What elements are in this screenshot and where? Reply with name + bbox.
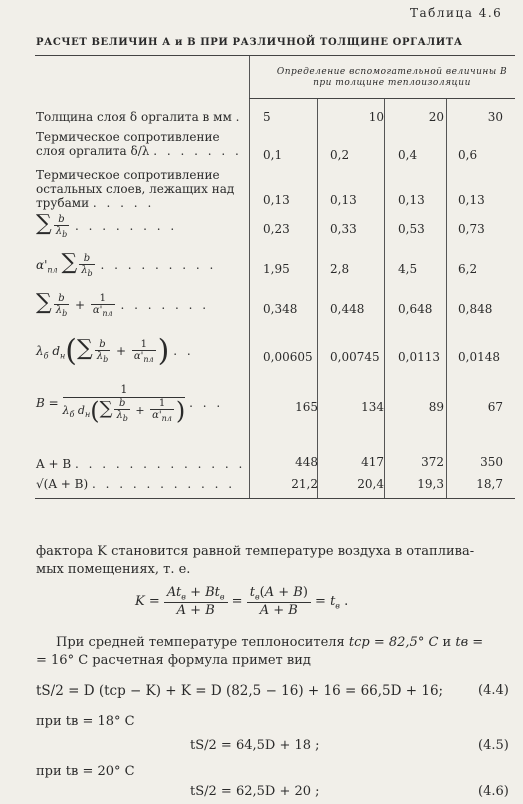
cell: 0,23: [263, 222, 290, 236]
row-thickness-label: Толщина слоя δ оргалита в мм .: [36, 110, 243, 124]
cell: 0,13: [398, 193, 425, 207]
cell: 0,13: [458, 193, 485, 207]
cell: 67: [487, 400, 503, 414]
cell: 6,2: [458, 262, 478, 276]
cell: 165: [295, 400, 318, 414]
header-rule: [249, 98, 515, 99]
cell: 4,5: [398, 262, 418, 276]
cell: 20,4: [357, 477, 384, 491]
cell: 0,0113: [398, 350, 440, 364]
cell: 448: [295, 455, 318, 469]
row-lambda-d-label: $\lambda_б$ $d_н(\sum$ $\frac{b}{\lambda_b}$ + $\frac{1}{\alpha'_{пл}}$ ) . .: [36, 333, 194, 369]
cell: 134: [361, 400, 384, 414]
col-divider-2: [317, 99, 318, 498]
paragraph-line: При средней температуре теплоносителя tср = 82,5° С и tв =: [56, 635, 484, 650]
cell: 0,4: [398, 148, 418, 162]
cell: 0,73: [458, 222, 485, 236]
table-bottom-rule: [35, 498, 515, 499]
row-sum-plus-label: ∑ $\frac{b}{\lambda_b}$ + $\frac{1}{\alpha'_{пл}}$ . . . . . . .: [36, 290, 210, 318]
t-v: tв =: [455, 635, 484, 650]
condition-18: при tв = 18° С: [36, 714, 135, 729]
cell: 0,448: [330, 302, 365, 316]
cell: 372: [421, 455, 444, 469]
cell: 0,13: [263, 193, 290, 207]
equation-k: K = $At_в + Bt_в$ A + B = $t_в(A + B)$ A + B = $t_в$ .: [135, 585, 349, 618]
row-alpha-sum-label: $\alpha'_{пл}$ ∑ $\frac{b}{\lambda_b}$ . . . . . . . . .: [36, 250, 217, 278]
paragraph-line: фактора K становится равной температуре воздуха в отаплива-: [36, 544, 475, 559]
cell: 0,848: [458, 302, 493, 316]
row-sqrt-label: √(A + B) . . . . . . . . . . .: [36, 477, 236, 491]
cell: 0,0148: [458, 350, 500, 364]
cell: 350: [480, 455, 503, 469]
cell: 0,00605: [263, 350, 313, 364]
equation-4-5: tS/2 = 64,5D + 18 ;: [190, 738, 320, 753]
equation-number: (4.6): [478, 784, 509, 799]
row-a-plus-b-label: A + B . . . . . . . . . . . . .: [36, 457, 246, 471]
cell: 0,648: [398, 302, 433, 316]
column-group-header: Определение вспомогательной величины В при толщине теплоизоляции: [276, 67, 508, 88]
cell: 19,3: [417, 477, 444, 491]
cell: 0,33: [330, 222, 357, 236]
cell: 89: [428, 400, 444, 414]
equation-4-4: tS/2 = D (tср − K) + K = D (82,5 − 16) + 16 = 66,5D + 16;: [36, 683, 444, 699]
equation-4-6: tS/2 = 62,5D + 20 ;: [190, 784, 320, 799]
cell: 1,95: [263, 262, 290, 276]
table-title: РАСЧЕТ ВЕЛИЧИН А и В ПРИ РАЗЛИЧНОЙ ТОЛЩИНЕ ОРГАЛИТА: [36, 37, 463, 48]
cell: 0,348: [263, 302, 298, 316]
cell: 0,2: [330, 148, 350, 162]
cell: 0,13: [330, 193, 357, 207]
cell: 21,2: [291, 477, 318, 491]
cell: 0,1: [263, 148, 283, 162]
equation-number: (4.5): [478, 738, 509, 753]
table-top-rule: [35, 55, 515, 56]
paragraph-line: = 16° С расчетная формула примет вид: [36, 653, 311, 668]
t-cp: tср = 82,5° С: [348, 635, 439, 650]
column-divider: [249, 56, 250, 498]
cell: 2,8: [330, 262, 350, 276]
paragraph-line: мых помещениях, т. е.: [36, 562, 191, 577]
cell: 5: [263, 110, 271, 124]
cell: 0,00745: [330, 350, 380, 364]
cell: 20: [428, 110, 444, 124]
row-b-label: B = 1 $\lambda_б$ $d_н(\sum$ $\frac{b}{\lambda_b}$ + $\frac{1}{\alpha'_{пл}}$ ) . . .: [36, 383, 224, 425]
row-resistance-label: Термическое сопротивление слоя оргалита δ/λ . . . . . . .: [36, 130, 242, 158]
cell: 0,53: [398, 222, 425, 236]
row-other-layers-label: Термическое сопротивление остальных слоев, лежащих над трубами . . . . .: [36, 168, 235, 210]
equation-number: (4.4): [478, 683, 509, 698]
condition-20: при tв = 20° С: [36, 764, 135, 779]
table-number: Таблица 4.6: [410, 6, 503, 20]
cell: 18,7: [476, 477, 503, 491]
col-divider-4: [446, 99, 447, 498]
cell: 417: [361, 455, 384, 469]
cell: 10: [368, 110, 384, 124]
cell: 30: [487, 110, 503, 124]
row-sum-label: ∑ $\frac{b}{\lambda_b}$ . . . . . . . .: [36, 211, 178, 239]
cell: 0,6: [458, 148, 478, 162]
col-divider-3: [384, 99, 385, 498]
